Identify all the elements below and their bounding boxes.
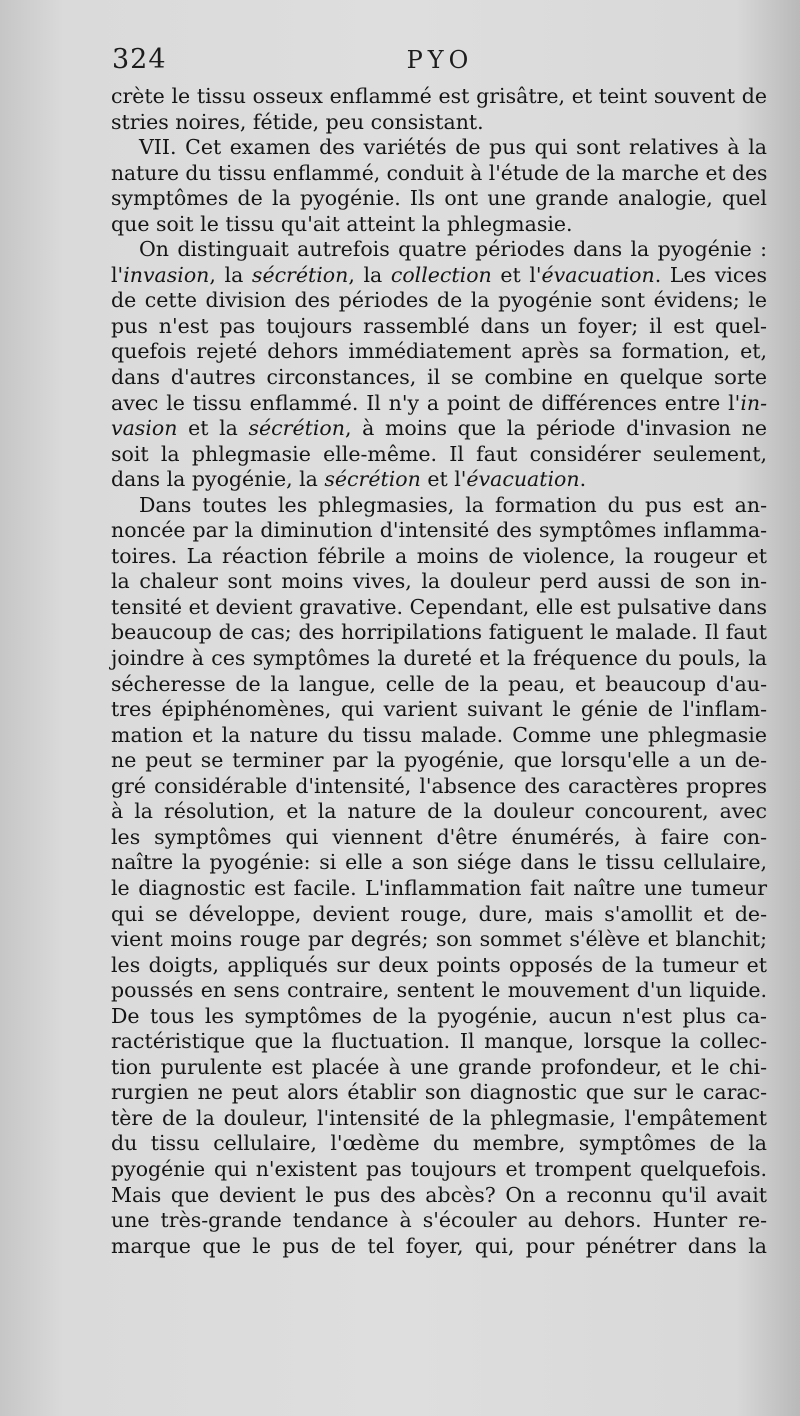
text-run: . Les vices [654,262,768,287]
text-line: stries noires, fétide, peu consistant. [111,109,484,134]
text-run: l' [111,262,124,287]
text-line: vient moins rouge par degrés; son sommet s'élève et blanchit; [111,927,767,952]
text-line: le diagnostic est facile. L'inflammation fait naître une tumeur [111,875,767,900]
text-line: gré considérable d'intensité, l'absence des caractères propres [111,773,767,798]
text-line: mation et la nature du tissu malade. Comme une phlegmasie [111,722,767,747]
page-number: 324 [112,44,167,75]
text-line: toires. La réaction fébrile a moins de violence, la rougeur et [111,543,767,568]
paragraph-4 [111,493,767,1259]
text-line: une très-grande tendance à s'écouler au dehors. Hunter re- [111,1208,767,1233]
text-line: du tissu cellulaire, l'œdème du membre, symptômes de la [111,1131,767,1156]
text-line: rurgien ne peut alors établir son diagnostic que sur le carac- [111,1080,767,1105]
text-line: De tous les symptômes de la pyogénie, aucun n'est plus ca- [111,1003,767,1028]
text-line: pus n'est pas toujours rassemblé dans un foyer; il est quel- [111,313,767,338]
text-line: que soit le tissu qu'ait atteint la phlegmasie. [111,211,573,236]
text-run: , la [209,262,252,287]
text-line: nature du tissu enflammé, conduit à l'étude de la marche et des [111,160,768,185]
body-text [111,84,767,1259]
text-line: sécheresse de la langue, celle de la peau, et beaucoup d'au- [111,671,767,696]
text-run: dans la pyogénie, la [111,467,325,492]
text-line: naître la pyogénie: si elle a son siége dans le tissu cellulaire, [111,850,767,875]
text-line: dans d'autres circonstances, il se combine en quelque sorte [111,365,767,390]
paragraph-3 [111,237,767,492]
paragraph-2 [111,135,767,237]
text-line [111,391,767,417]
text-run: , à moins que la période d'invasion ne [344,416,767,441]
paragraph-1 [111,84,767,135]
text-line [111,467,767,493]
text-run: , la [348,262,391,287]
text-run: et l' [491,262,542,287]
text-line: les doigts, appliqués sur deux points opposés de la tumeur et [111,952,767,977]
text-line: VII. Cet examen des variétés de pus qui sont relatives à la [139,135,767,160]
text-line: joindre à ces symptômes la dureté et la fréquence du pouls, la [111,646,767,671]
italic-term: évacuation [466,467,580,492]
text-line: beaucoup de cas; des horripilations fatiguent le malade. Il faut [111,620,767,645]
text-run: . [579,467,587,492]
text-line: crète le tissu osseux enflammé est grisâtre, et teint souvent de [111,84,767,108]
text-line: marque que le pus de tel foyer, qui, pour pénétrer dans la [111,1233,767,1258]
italic-term: sécrétion [248,416,345,441]
text-line: tensité et devient gravative. Cependant, elle est pulsative dans [111,594,767,619]
text-line: tion purulente est placée à une grande profondeur, et le chi- [111,1054,767,1079]
italic-term: sécrétion [251,262,349,287]
italic-term: in- [740,390,767,415]
italic-term: invasion [123,262,210,287]
text-line: qui se développe, devient rouge, dure, mais s'amollit et de- [111,901,767,926]
italic-term: vasion [111,416,178,441]
text-line: symptômes de la pyogénie. Ils ont une grande analogie, quel [111,186,767,211]
text-line: de cette division des périodes de la pyogénie sont évidens; le [111,288,767,313]
page-header [112,44,768,84]
text-line: tère de la douleur, l'intensité de la phlegmasie, l'empâtement [111,1105,767,1130]
text-line: On distinguait autrefois quatre périodes dans la pyogénie : [139,237,767,262]
text-line: poussés en sens contraire, sentent le mouvement d'un liquide. [111,978,767,1003]
text-line: les symptômes qui viennent d'être énumérés, à faire con- [111,824,767,849]
text-line: Mais que devient le pus des abcès? On a reconnu qu'il avait [111,1182,767,1207]
text-run: et la [177,416,249,441]
text-line: pyogénie qui n'existent pas toujours et trompent quelquefois. [111,1156,767,1181]
italic-term: collection [390,262,492,287]
text-run: et l' [420,467,467,492]
text-line: noncée par la diminution d'intensité des symptômes inflamma- [111,518,767,543]
text-line: soit la phlegmasie elle-même. Il faut considérer seulement, [111,441,767,466]
text-line: ractéristique que la fluctuation. Il manque, lorsque la collec- [111,1029,767,1054]
text-line: tres épiphénomènes, qui varient suivant le génie de l'inflam- [111,697,767,722]
text-run: avec le tissu enflammé. Il n'y a point de différences entre l' [111,390,741,415]
text-line: ne peut se terminer par la pyogénie, que lorsqu'elle a un de- [111,748,767,773]
running-head: PYO [406,46,474,74]
text-line: Dans toutes les phlegmasies, la formation du pus est an- [139,492,767,517]
italic-term: sécrétion [324,467,421,492]
text-line: quefois rejeté dehors immédiatement après sa formation, et, [111,339,767,364]
text-line: la chaleur sont moins vives, la douleur perd aussi de son in- [111,569,767,594]
text-line [111,416,767,442]
text-line: à la résolution, et la nature de la douleur concourent, avec [111,799,767,824]
italic-term: évacuation [541,262,655,287]
text-line [111,263,767,289]
